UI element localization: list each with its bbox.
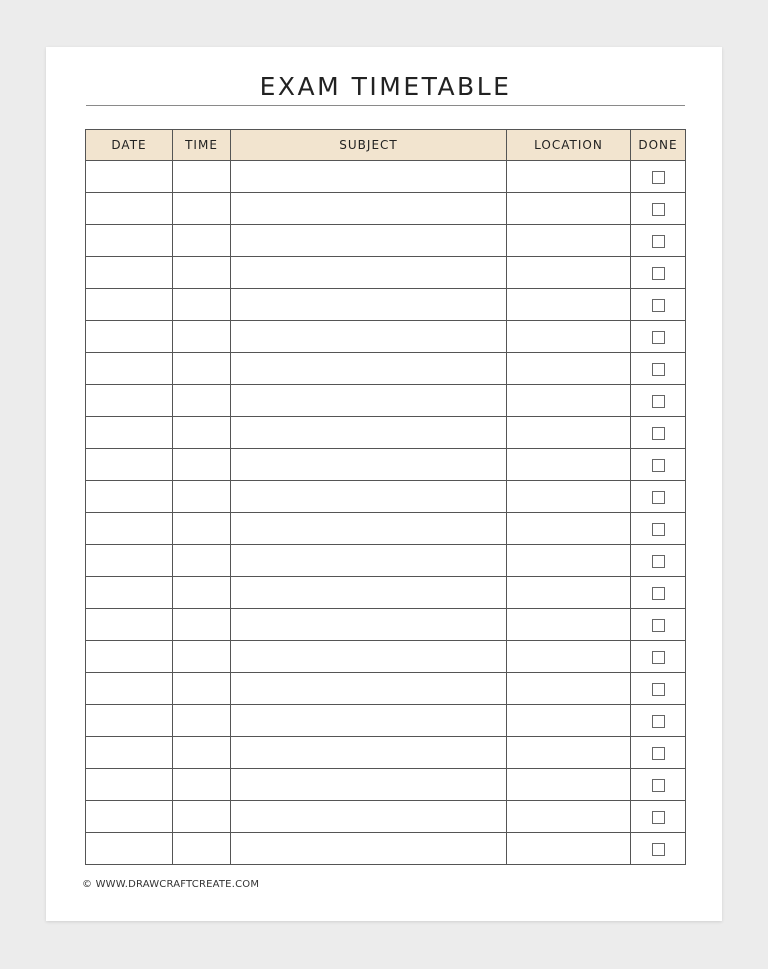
date-cell[interactable] <box>86 321 173 353</box>
done-checkbox[interactable] <box>652 651 665 664</box>
location-cell[interactable] <box>507 609 631 641</box>
time-cell[interactable] <box>173 193 231 225</box>
time-cell[interactable] <box>173 417 231 449</box>
table-row <box>86 353 686 385</box>
subject-cell[interactable] <box>231 833 507 865</box>
date-cell[interactable] <box>86 545 173 577</box>
done-checkbox[interactable] <box>652 811 665 824</box>
done-cell <box>631 769 686 801</box>
location-cell[interactable] <box>507 641 631 673</box>
time-cell[interactable] <box>173 161 231 193</box>
done-cell <box>631 705 686 737</box>
date-cell[interactable] <box>86 769 173 801</box>
time-cell[interactable] <box>173 225 231 257</box>
done-checkbox[interactable] <box>652 683 665 696</box>
location-cell[interactable] <box>507 353 631 385</box>
done-checkbox[interactable] <box>652 267 665 280</box>
done-cell <box>631 577 686 609</box>
subject-cell[interactable] <box>231 321 507 353</box>
date-cell[interactable] <box>86 353 173 385</box>
subject-cell[interactable] <box>231 193 507 225</box>
subject-cell[interactable] <box>231 673 507 705</box>
time-cell[interactable] <box>173 385 231 417</box>
done-cell <box>631 289 686 321</box>
time-cell[interactable] <box>173 673 231 705</box>
location-cell[interactable] <box>507 225 631 257</box>
table-row <box>86 737 686 769</box>
table-row <box>86 225 686 257</box>
done-cell <box>631 609 686 641</box>
date-cell[interactable] <box>86 289 173 321</box>
done-checkbox[interactable] <box>652 779 665 792</box>
time-cell[interactable] <box>173 321 231 353</box>
table-header-row <box>86 130 686 161</box>
location-cell[interactable] <box>507 577 631 609</box>
subject-cell[interactable] <box>231 705 507 737</box>
column-header-date: DATE <box>86 130 173 161</box>
done-cell <box>631 449 686 481</box>
done-cell <box>631 417 686 449</box>
time-cell[interactable] <box>173 353 231 385</box>
subject-cell[interactable] <box>231 353 507 385</box>
time-cell[interactable] <box>173 801 231 833</box>
done-cell <box>631 257 686 289</box>
done-cell <box>631 225 686 257</box>
page-title: EXAM TIMETABLE <box>259 72 512 101</box>
done-checkbox[interactable] <box>652 363 665 376</box>
table-row <box>86 833 686 865</box>
done-cell <box>631 641 686 673</box>
done-cell <box>631 353 686 385</box>
done-cell <box>631 321 686 353</box>
done-checkbox[interactable] <box>652 427 665 440</box>
column-header-done: DONE <box>631 130 686 161</box>
location-cell[interactable] <box>507 481 631 513</box>
done-cell <box>631 385 686 417</box>
done-checkbox[interactable] <box>652 395 665 408</box>
date-cell[interactable] <box>86 641 173 673</box>
done-checkbox[interactable] <box>652 331 665 344</box>
time-cell[interactable] <box>173 609 231 641</box>
location-cell[interactable] <box>507 673 631 705</box>
location-cell[interactable] <box>507 193 631 225</box>
done-cell <box>631 801 686 833</box>
location-cell[interactable] <box>507 737 631 769</box>
table-row <box>86 673 686 705</box>
title-divider <box>86 105 685 106</box>
done-checkbox[interactable] <box>652 715 665 728</box>
copyright-footer: © WWW.DRAWCRAFTCREATE.COM <box>82 879 260 890</box>
subject-cell[interactable] <box>231 417 507 449</box>
subject-cell[interactable] <box>231 289 507 321</box>
table-row <box>86 417 686 449</box>
location-cell[interactable] <box>507 833 631 865</box>
location-cell[interactable] <box>507 385 631 417</box>
subject-cell[interactable] <box>231 225 507 257</box>
table-row <box>86 801 686 833</box>
date-cell[interactable] <box>86 513 173 545</box>
done-cell <box>631 737 686 769</box>
location-cell[interactable] <box>507 417 631 449</box>
done-checkbox[interactable] <box>652 203 665 216</box>
done-checkbox[interactable] <box>652 587 665 600</box>
exam-timetable-table <box>85 129 686 865</box>
location-cell[interactable] <box>507 161 631 193</box>
subject-cell[interactable] <box>231 161 507 193</box>
table-row <box>86 513 686 545</box>
time-cell[interactable] <box>173 577 231 609</box>
column-header-subject: SUBJECT <box>231 130 507 161</box>
date-cell[interactable] <box>86 449 173 481</box>
location-cell[interactable] <box>507 769 631 801</box>
table-row <box>86 481 686 513</box>
date-cell[interactable] <box>86 481 173 513</box>
time-cell[interactable] <box>173 289 231 321</box>
table-row <box>86 449 686 481</box>
date-cell[interactable] <box>86 385 173 417</box>
location-cell[interactable] <box>507 289 631 321</box>
location-cell[interactable] <box>507 321 631 353</box>
subject-cell[interactable] <box>231 545 507 577</box>
date-cell[interactable] <box>86 193 173 225</box>
time-cell[interactable] <box>173 257 231 289</box>
table-row <box>86 769 686 801</box>
table-row <box>86 257 686 289</box>
date-cell[interactable] <box>86 737 173 769</box>
table-row <box>86 705 686 737</box>
time-cell[interactable] <box>173 641 231 673</box>
subject-cell[interactable] <box>231 449 507 481</box>
subject-cell[interactable] <box>231 769 507 801</box>
done-cell <box>631 161 686 193</box>
time-cell[interactable] <box>173 737 231 769</box>
done-cell <box>631 545 686 577</box>
table-row <box>86 577 686 609</box>
date-cell[interactable] <box>86 161 173 193</box>
done-cell <box>631 833 686 865</box>
done-checkbox[interactable] <box>652 747 665 760</box>
column-header-time: TIME <box>173 130 231 161</box>
time-cell[interactable] <box>173 769 231 801</box>
time-cell[interactable] <box>173 449 231 481</box>
done-cell <box>631 673 686 705</box>
table-row <box>86 193 686 225</box>
table-row <box>86 641 686 673</box>
table-row <box>86 161 686 193</box>
subject-cell[interactable] <box>231 577 507 609</box>
time-cell[interactable] <box>173 481 231 513</box>
date-cell[interactable] <box>86 705 173 737</box>
subject-cell[interactable] <box>231 737 507 769</box>
table-row <box>86 289 686 321</box>
subject-cell[interactable] <box>231 801 507 833</box>
table-row <box>86 609 686 641</box>
location-cell[interactable] <box>507 801 631 833</box>
subject-cell[interactable] <box>231 385 507 417</box>
done-cell <box>631 193 686 225</box>
date-cell[interactable] <box>86 577 173 609</box>
done-checkbox[interactable] <box>652 459 665 472</box>
date-cell[interactable] <box>86 801 173 833</box>
time-cell[interactable] <box>173 705 231 737</box>
done-cell <box>631 513 686 545</box>
date-cell[interactable] <box>86 225 173 257</box>
date-cell[interactable] <box>86 257 173 289</box>
done-checkbox[interactable] <box>652 299 665 312</box>
subject-cell[interactable] <box>231 257 507 289</box>
table-row <box>86 385 686 417</box>
date-cell[interactable] <box>86 833 173 865</box>
done-checkbox[interactable] <box>652 171 665 184</box>
subject-cell[interactable] <box>231 641 507 673</box>
date-cell[interactable] <box>86 417 173 449</box>
location-cell[interactable] <box>507 545 631 577</box>
date-cell[interactable] <box>86 609 173 641</box>
time-cell[interactable] <box>173 513 231 545</box>
location-cell[interactable] <box>507 449 631 481</box>
table-body <box>86 161 686 865</box>
location-cell[interactable] <box>507 705 631 737</box>
location-cell[interactable] <box>507 257 631 289</box>
time-cell[interactable] <box>173 545 231 577</box>
time-cell[interactable] <box>173 833 231 865</box>
subject-cell[interactable] <box>231 513 507 545</box>
done-checkbox[interactable] <box>652 619 665 632</box>
done-checkbox[interactable] <box>652 235 665 248</box>
timetable-sheet <box>46 47 722 921</box>
done-checkbox[interactable] <box>652 555 665 568</box>
column-header-location: LOCATION <box>507 130 631 161</box>
table-row <box>86 545 686 577</box>
done-cell <box>631 481 686 513</box>
date-cell[interactable] <box>86 673 173 705</box>
done-checkbox[interactable] <box>652 523 665 536</box>
subject-cell[interactable] <box>231 481 507 513</box>
done-checkbox[interactable] <box>652 843 665 856</box>
done-checkbox[interactable] <box>652 491 665 504</box>
table-row <box>86 321 686 353</box>
subject-cell[interactable] <box>231 609 507 641</box>
location-cell[interactable] <box>507 513 631 545</box>
